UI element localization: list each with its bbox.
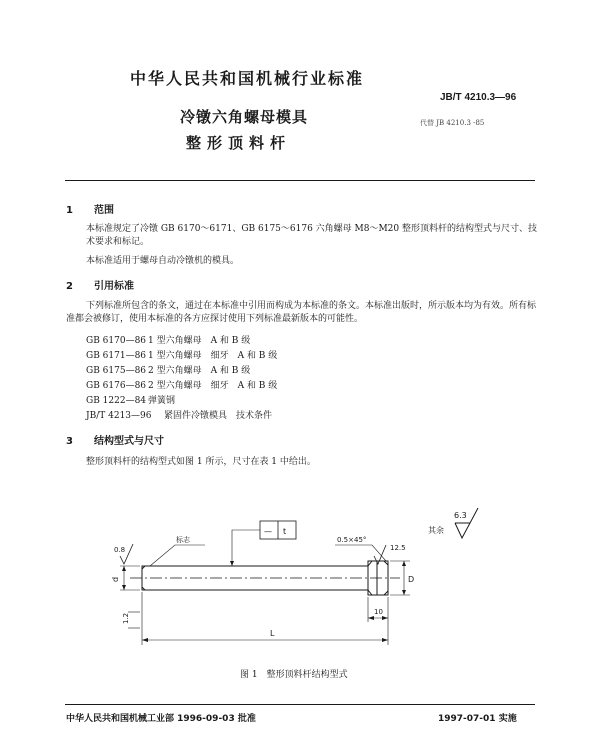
arrow-d-top bbox=[122, 566, 126, 571]
dim-D-label: D bbox=[408, 575, 415, 584]
dim-side-label: 1.2 bbox=[122, 612, 130, 624]
mark-label: 标志 bbox=[176, 536, 190, 544]
reference-desc: 2 型六角螺母 A 和 B 级 bbox=[148, 366, 251, 376]
head-edge-chamfer-bottom bbox=[384, 591, 388, 595]
arrow-d-bottom bbox=[122, 585, 126, 590]
figure-caption: 图 1 整形顶料杆结构型式 bbox=[240, 670, 348, 680]
section-2-number: 2 bbox=[66, 281, 73, 292]
head-chamfer-top bbox=[368, 561, 372, 566]
roughness-left-value: 0.8 bbox=[114, 546, 126, 554]
head-edge-chamfer-top bbox=[384, 561, 388, 565]
mark-leader bbox=[150, 545, 205, 566]
title-line-2: 整形顶料杆 bbox=[186, 134, 292, 152]
tolerance-symbol: — bbox=[264, 527, 272, 536]
other-label: 其余 bbox=[428, 526, 444, 535]
chamfer-label: 0.5×45° bbox=[337, 536, 367, 544]
standard-number: JB/T 4210.3—96 bbox=[440, 92, 517, 103]
arrow-10-right bbox=[382, 616, 388, 620]
section-2-paragraph-1: 下列标准所包含的条文，通过在本标准中引用而构成为本标准的条文。本标准出版时，所示版本均为有效。所有标准都会被修订，使用本标准的各方应探讨使用下列标准最新版本的可能性。 bbox=[66, 301, 537, 324]
section-1-paragraph-1: 本标准规定了冷镦 GB 6170～6171、GB 6175～6176 六角螺母 M8～M20 整形顶料杆的结构型式与尺寸、技术要求和标记。 bbox=[86, 224, 537, 247]
dim-L-label: L bbox=[270, 629, 275, 638]
reference-desc: 1 型六角螺母 细牙 A 和 B 级 bbox=[148, 351, 278, 361]
chamfer-leader bbox=[335, 545, 386, 561]
footer-divider bbox=[65, 704, 535, 705]
arrow-D-top bbox=[402, 561, 406, 566]
roughness-other-value: 6.3 bbox=[454, 511, 467, 520]
arrow-10-left bbox=[368, 616, 374, 620]
arrow-D-bottom bbox=[402, 590, 406, 595]
section-1-number: 1 bbox=[66, 205, 73, 216]
dim-d-label: d bbox=[111, 576, 120, 582]
section-2-title: 引用标准 bbox=[94, 281, 134, 292]
reference-desc: 1 型六角螺母 A 和 B 级 bbox=[148, 336, 251, 346]
reference-code: GB 6171—86 bbox=[86, 351, 147, 361]
section-1-title: 范围 bbox=[94, 205, 114, 216]
reference-code: GB 1222—84 bbox=[86, 396, 147, 406]
tolerance-value: t bbox=[283, 527, 287, 536]
tolerance-leader bbox=[232, 530, 260, 566]
dim-10-label: 10 bbox=[374, 608, 383, 616]
reference-desc: 紧固件冷镦模具 技术条件 bbox=[164, 411, 273, 421]
title-line-1: 冷镦六角螺母模具 bbox=[180, 108, 309, 126]
roughness-right-value: 12.5 bbox=[390, 544, 406, 552]
arrow-L-right bbox=[382, 638, 388, 642]
arrow-L-left bbox=[142, 638, 148, 642]
section-1-paragraph-2: 本标准适用于螺母自动冷镦机的模具。 bbox=[86, 256, 240, 266]
effective-date: 1997-07-01 实施 bbox=[438, 714, 517, 724]
reference-code: JB/T 4213—96 bbox=[86, 411, 152, 421]
reference-code: GB 6175—86 bbox=[86, 366, 147, 376]
reference-desc: 2 型六角螺母 细牙 A 和 B 级 bbox=[148, 381, 278, 391]
arrow-tolerance bbox=[230, 561, 234, 566]
head-chamfer-bottom bbox=[368, 590, 372, 595]
section-3-title: 结构型式与尺寸 bbox=[94, 436, 164, 447]
section-3-number: 3 bbox=[66, 436, 73, 447]
reference-code: GB 6176—86 bbox=[86, 381, 147, 391]
reference-code: GB 6170—86 bbox=[86, 336, 147, 346]
section-3-paragraph-1: 整形顶料杆的结构型式如图 1 所示，尺寸在表 1 中给出。 bbox=[86, 457, 316, 467]
reference-desc: 弹簧钢 bbox=[148, 396, 176, 406]
approval-info: 中华人民共和国机械工业部 1996-09-03 批准 bbox=[66, 714, 256, 724]
replaces-note: 代替 JB 4210.3 -85 bbox=[420, 119, 485, 127]
issuing-organization: 中华人民共和国机械行业标准 bbox=[130, 69, 365, 88]
